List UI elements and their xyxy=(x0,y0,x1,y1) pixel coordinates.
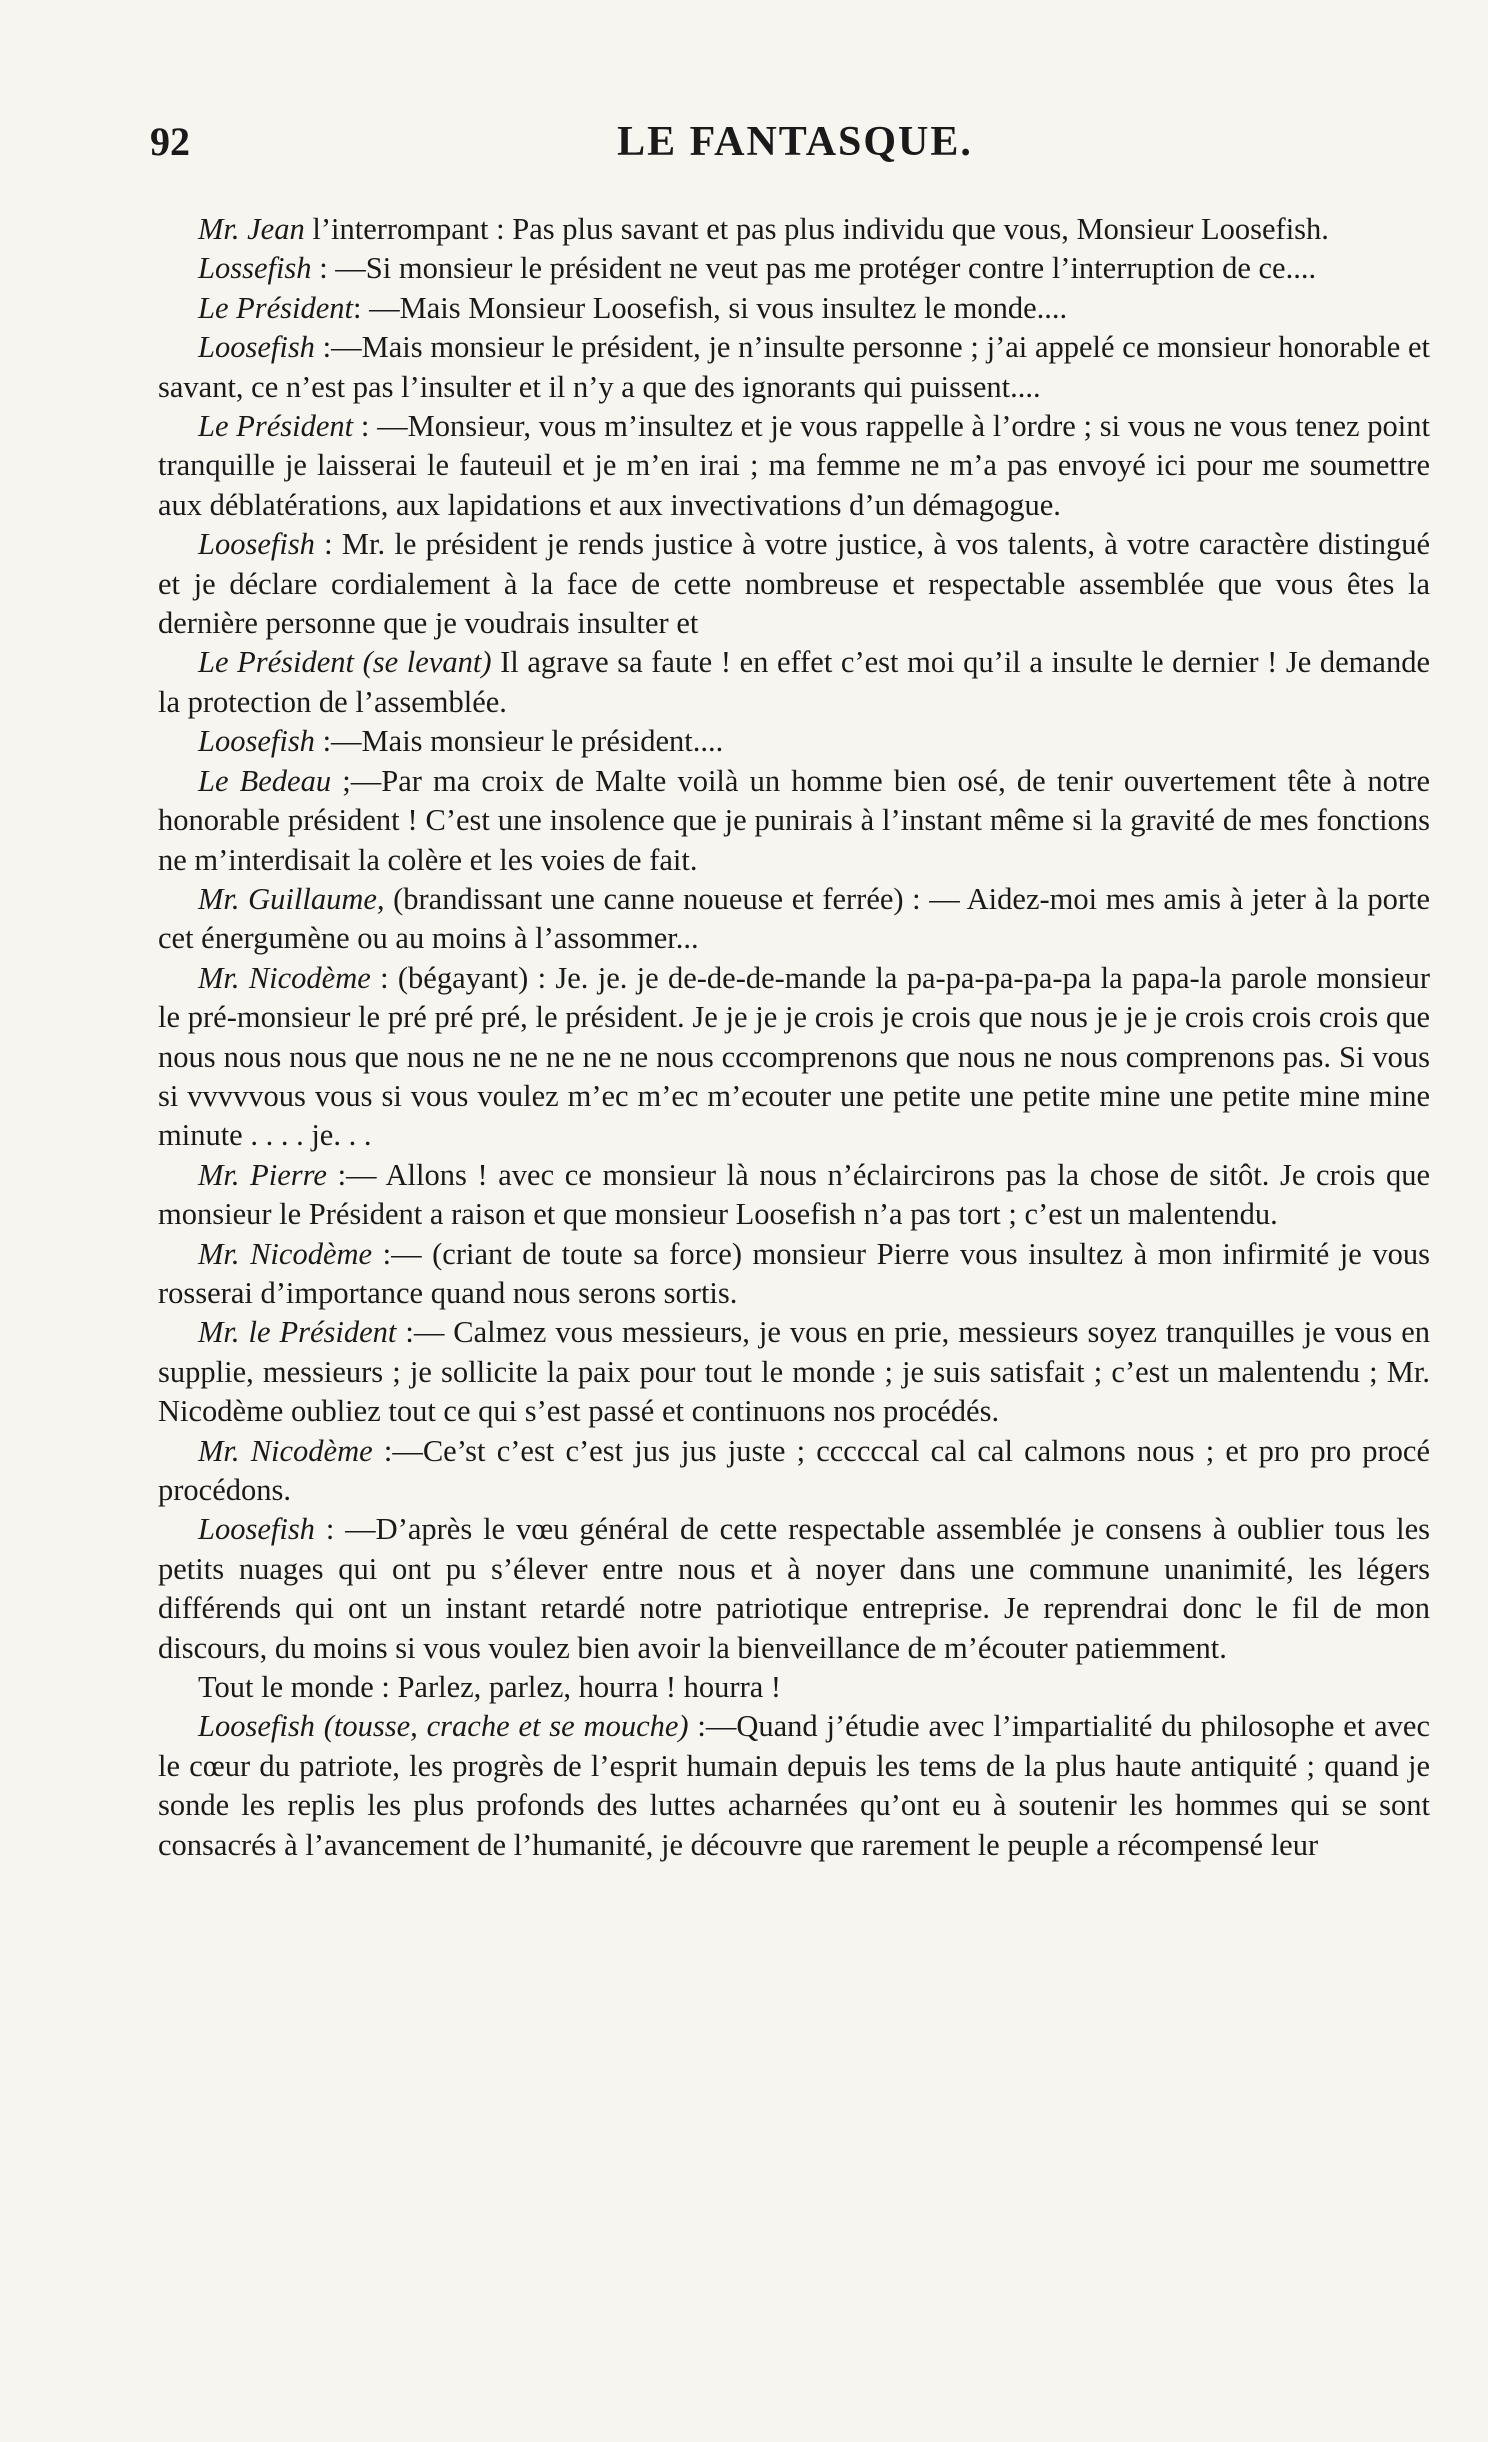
paragraph xyxy=(158,328,1430,407)
paragraph xyxy=(158,643,1430,722)
speaker-name: Mr. Nicodème xyxy=(198,1236,373,1271)
paragraph xyxy=(158,1313,1430,1431)
paragraph-text: Il agrave sa faute ! en effet c’est moi qu’il a insulte le dernier ! Je demande la protection de l’assemblée. xyxy=(158,645,1430,719)
paragraph xyxy=(158,1156,1430,1235)
paragraph xyxy=(158,722,1430,761)
speaker-name: Le Président (se levant) xyxy=(198,645,492,680)
paragraph-text: :—Mais monsieur le président.... xyxy=(314,724,724,759)
speaker-name: Le Président xyxy=(198,409,354,444)
paragraph-text: ;—Par ma croix de Malte voilà un homme bien osé, de tenir ouvertement tête à notre honorable président ! C’est une insolence que je punirais à l’instant même si la gravité de mes fonctions ne m’interdisait la colère et les voies de fait. xyxy=(158,763,1430,877)
paragraph xyxy=(158,525,1430,643)
speaker-name: Loosefish (tousse, crache et se mouche) xyxy=(198,1709,689,1744)
paragraph xyxy=(158,1707,1430,1865)
paragraph xyxy=(158,249,1430,288)
running-title: LE FANTASQUE. xyxy=(617,119,973,165)
paragraph xyxy=(158,1235,1430,1314)
speaker-name: Lossefish xyxy=(198,251,312,286)
speaker-name: Loosefish xyxy=(198,527,315,562)
paragraph-text: (brandissant une canne noueuse et ferrée) : — Aidez-moi mes amis à jeter à la porte cet énergumène ou au moins à l’assommer... xyxy=(158,881,1430,956)
speaker-name: Mr. Nicodème xyxy=(198,1433,373,1468)
paragraph-text: : —D’après le vœu général de cette respectable assemblée je consens à oublier tous les petits nuages qui ont pu s’élever entre nous et à noyer dans une commune unanimité, les légers différends qui ont un instant retardé notre patriotique entreprise. Je reprendrai donc le fil de mon discours, du moins si vous voulez bien avoir la bienveillance de m’écouter patiemment. xyxy=(158,1512,1430,1665)
paragraph xyxy=(158,1432,1430,1511)
paragraph-text: :— Allons ! avec ce monsieur là nous n’éclaircirons pas la chose de sitôt. Je crois que monsieur le Président a raison et que monsieur Loosefish n’a pas tort ; c’est un malentendu. xyxy=(158,1157,1431,1232)
speaker-name: Loosefish xyxy=(198,1512,315,1547)
paragraph-text: : —Monsieur, vous m’insultez et je vous rappelle à l’ordre ; si vous ne vous tenez point tranquille je laisserai le fauteuil et je m’en irai ; ma femme ne m’a pas envoyé ici pour me soumettre aux déblatérations, aux lapidations et aux invectivations d’un démagogue. xyxy=(158,409,1430,522)
paragraph xyxy=(158,407,1430,525)
speaker-name: Mr. le Président xyxy=(198,1315,397,1350)
paragraph-text: : —Si monsieur le président ne veut pas me protéger contre l’interruption de ce.... xyxy=(311,251,1317,286)
speaker-name: Loosefish xyxy=(198,724,315,759)
page-number: 92 xyxy=(150,119,190,164)
body-text xyxy=(158,210,1430,1865)
paragraph xyxy=(158,1510,1430,1668)
paragraph-text: :—Ce’st c’est c’est jus jus juste ; ccccccal cal cal calmons nous ; et pro pro procé procédons. xyxy=(158,1433,1430,1507)
paragraph xyxy=(158,1668,1430,1707)
paragraph-text: :— (criant de toute sa force) monsieur Pierre vous insultez à mon infirmité je vous rosserai d’importance quand nous serons sortis. xyxy=(158,1236,1430,1310)
paragraph-text: :—Quand j’étudie avec l’impartialité du philosophe et avec le cœur du patriote, les progrès de l’esprit humain depuis les tems de la plus haute antiquité ; quand je sonde les replis les plus profonds des luttes acharnées qu’ont eu à soutenir les hommes qui se sont consacrés à l’avancement de l’humanité, je découvre que rarement le peuple a récompensé leur xyxy=(158,1709,1430,1862)
paragraph xyxy=(158,289,1430,328)
speaker-name: Loosefish xyxy=(198,330,315,365)
paragraph-text: : Mr. le président je rends justice à votre justice, à vos talents, à votre caractère distingué et je déclare cordialement à la face de cette nombreuse et respectable assemblée que vous êtes la dernière personne que je voudrais insulter et xyxy=(158,527,1430,641)
speaker-name: Mr. Guillaume, xyxy=(198,881,385,916)
paragraph-text: :—Mais monsieur le président, je n’insulte personne ; j’ai appelé ce monsieur honorable et savant, ce n’est pas l’insulter et il n’y a que des ignorants qui puissent.... xyxy=(158,330,1430,404)
paragraph-text: :— Calmez vous messieurs, je vous en prie, messieurs soyez tranquilles je vous en supplie, messieurs ; je sollicite la paix pour tout le monde ; je suis satisfait ; c’est un malentendu ; Mr. Nicodème oubliez tout ce qui s’est passé et continuons nos procédés. xyxy=(158,1315,1430,1429)
speaker-name: Le Président xyxy=(198,290,354,325)
speaker-name: Mr. Jean xyxy=(198,212,305,246)
paragraph-text: l’interrompant : Pas plus savant et pas plus individu que vous, Monsieur Loosefish. xyxy=(304,212,1329,246)
paragraph xyxy=(158,762,1430,880)
paragraph-text: : —Mais Monsieur Loosefish, si vous insultez le monde.... xyxy=(353,290,1068,325)
paragraph xyxy=(158,959,1430,1156)
paragraph-text: Tout le monde : Parlez, parlez, hourra ! hourra ! xyxy=(198,1670,782,1705)
paragraph xyxy=(158,880,1430,959)
speaker-name: Mr. Nicodème xyxy=(198,960,371,995)
paragraph-text: : (bégayant) : Je. je. je de-de-de-mande la pa-pa-pa-pa-pa la papa-la parole monsieur le pré-monsieur le pré pré pré, le président. Je je je je crois je crois que nous je je je crois crois crois que nous nous nous que nous ne ne ne ne ne nous cccomprenons que nous ne nous comprenons pas. Si vous si vvvvvous vous si vous voulez m’ec m’ec m’ecouter une petite une petite mine une petite mine mine minute . . . . je. . . xyxy=(158,960,1431,1153)
paragraph xyxy=(158,210,1430,249)
speaker-name: Mr. Pierre xyxy=(198,1157,327,1192)
speaker-name: Le Bedeau xyxy=(198,763,332,798)
page-header xyxy=(150,118,1440,178)
